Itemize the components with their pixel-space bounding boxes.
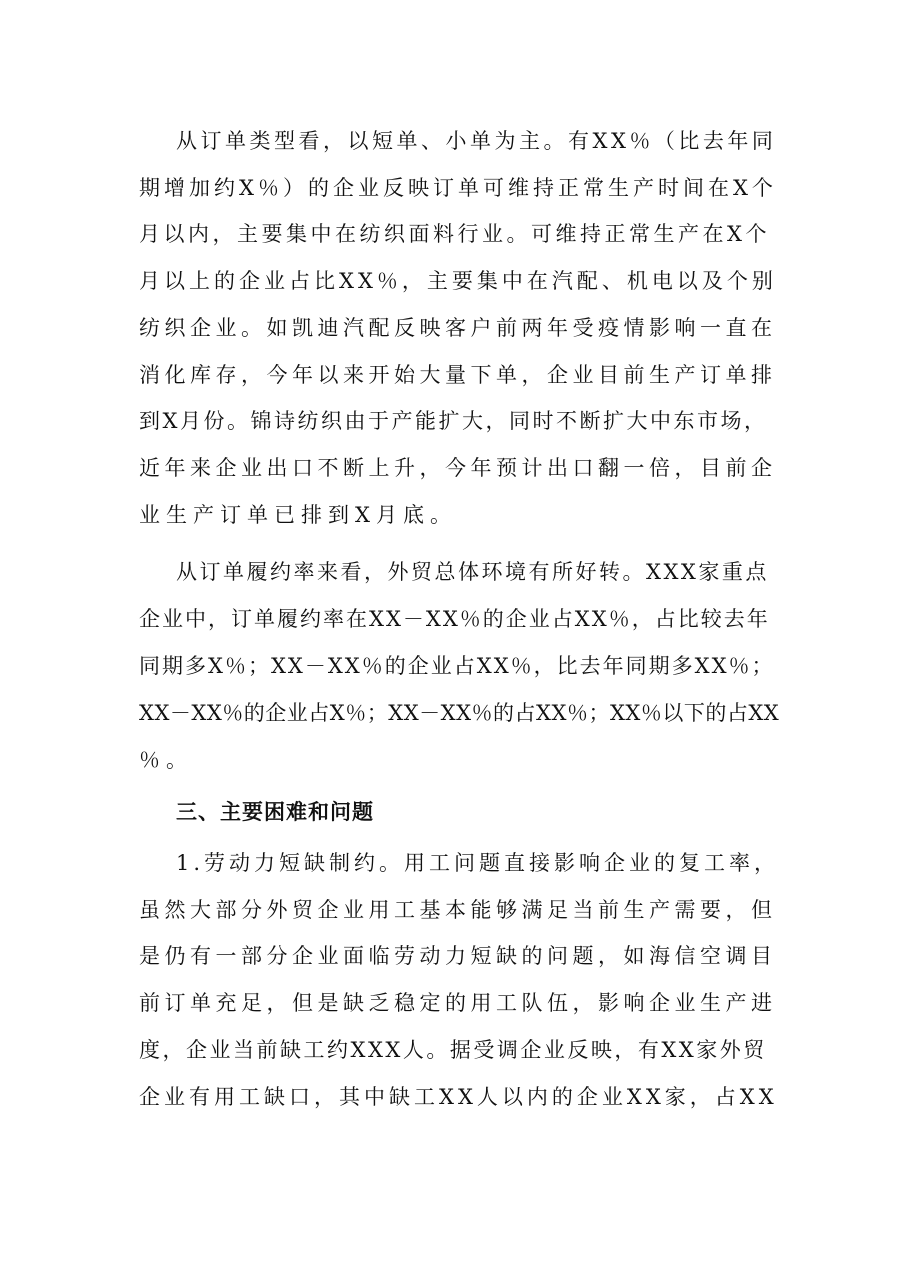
paragraph-1-line-6: 消化库存，今年以来开始大量下单，企业目前生产订单排 xyxy=(139,363,777,387)
paragraph-1-line-2: 期增加约X％）的企业反映订单可维持正常生产时间在X个 xyxy=(139,176,777,200)
paragraph-3-line-3: 是仍有一部分企业面临劳动力短缺的问题，如海信空调目 xyxy=(139,944,777,968)
paragraph-2-line-4: XX－XX％的企业占X％；XX－XX％的占XX％；XX％以下的占XX xyxy=(139,701,780,725)
paragraph-3-line-6: 企业有用工缺口，其中缺工XX人以内的企业XX家，占XX xyxy=(139,1085,778,1109)
paragraph-3-line-5: 度，企业当前缺工约XXX人。据受调企业反映，有XX家外贸 xyxy=(139,1038,767,1062)
paragraph-1-line-3: 月以内，主要集中在纺织面料行业。可维持正常生产在X个 xyxy=(139,222,770,246)
paragraph-1-line-4: 月以上的企业占比XX％，主要集中在汽配、机电以及个别 xyxy=(139,269,777,293)
paragraph-3-line-1: 1.劳动力短缺制约。用工问题直接影响企业的复工率， xyxy=(176,851,780,875)
paragraph-1-line-9: 业生产订单已排到X月底。 xyxy=(139,503,457,527)
paragraph-2-line-3: 同期多X％；XX－XX％的企业占XX％，比去年同期多XX％； xyxy=(139,654,775,678)
paragraph-1-line-1: 从订单类型看，以短单、小单为主。有XX％（比去年同 xyxy=(176,129,777,153)
paragraph-3-line-4: 前订单充足，但是缺乏稳定的用工队伍，影响企业生产进 xyxy=(139,991,777,1015)
section-heading: 三、主要困难和问题 xyxy=(176,799,374,824)
paragraph-2-line-5: ％。 xyxy=(139,748,193,772)
paragraph-2-line-2: 企业中，订单履约率在XX－XX％的企业占XX％，占比较去年 xyxy=(139,607,770,631)
paragraph-2-line-1: 从订单履约率来看，外贸总体环境有所好转。XXX家重点 xyxy=(176,560,769,584)
paragraph-1-line-8: 近年来企业出口不断上升，今年预计出口翻一倍，目前企 xyxy=(139,456,777,480)
paragraph-1-line-5: 纺织企业。如凯迪汽配反映客户前两年受疫情影响一直在 xyxy=(139,316,777,340)
paragraph-3-line-2: 虽然大部分外贸企业用工基本能够满足当前生产需要，但 xyxy=(139,898,777,922)
paragraph-1-line-7: 到X月份。锦诗纺织由于产能扩大，同时不断扩大中东市场， xyxy=(139,409,768,433)
